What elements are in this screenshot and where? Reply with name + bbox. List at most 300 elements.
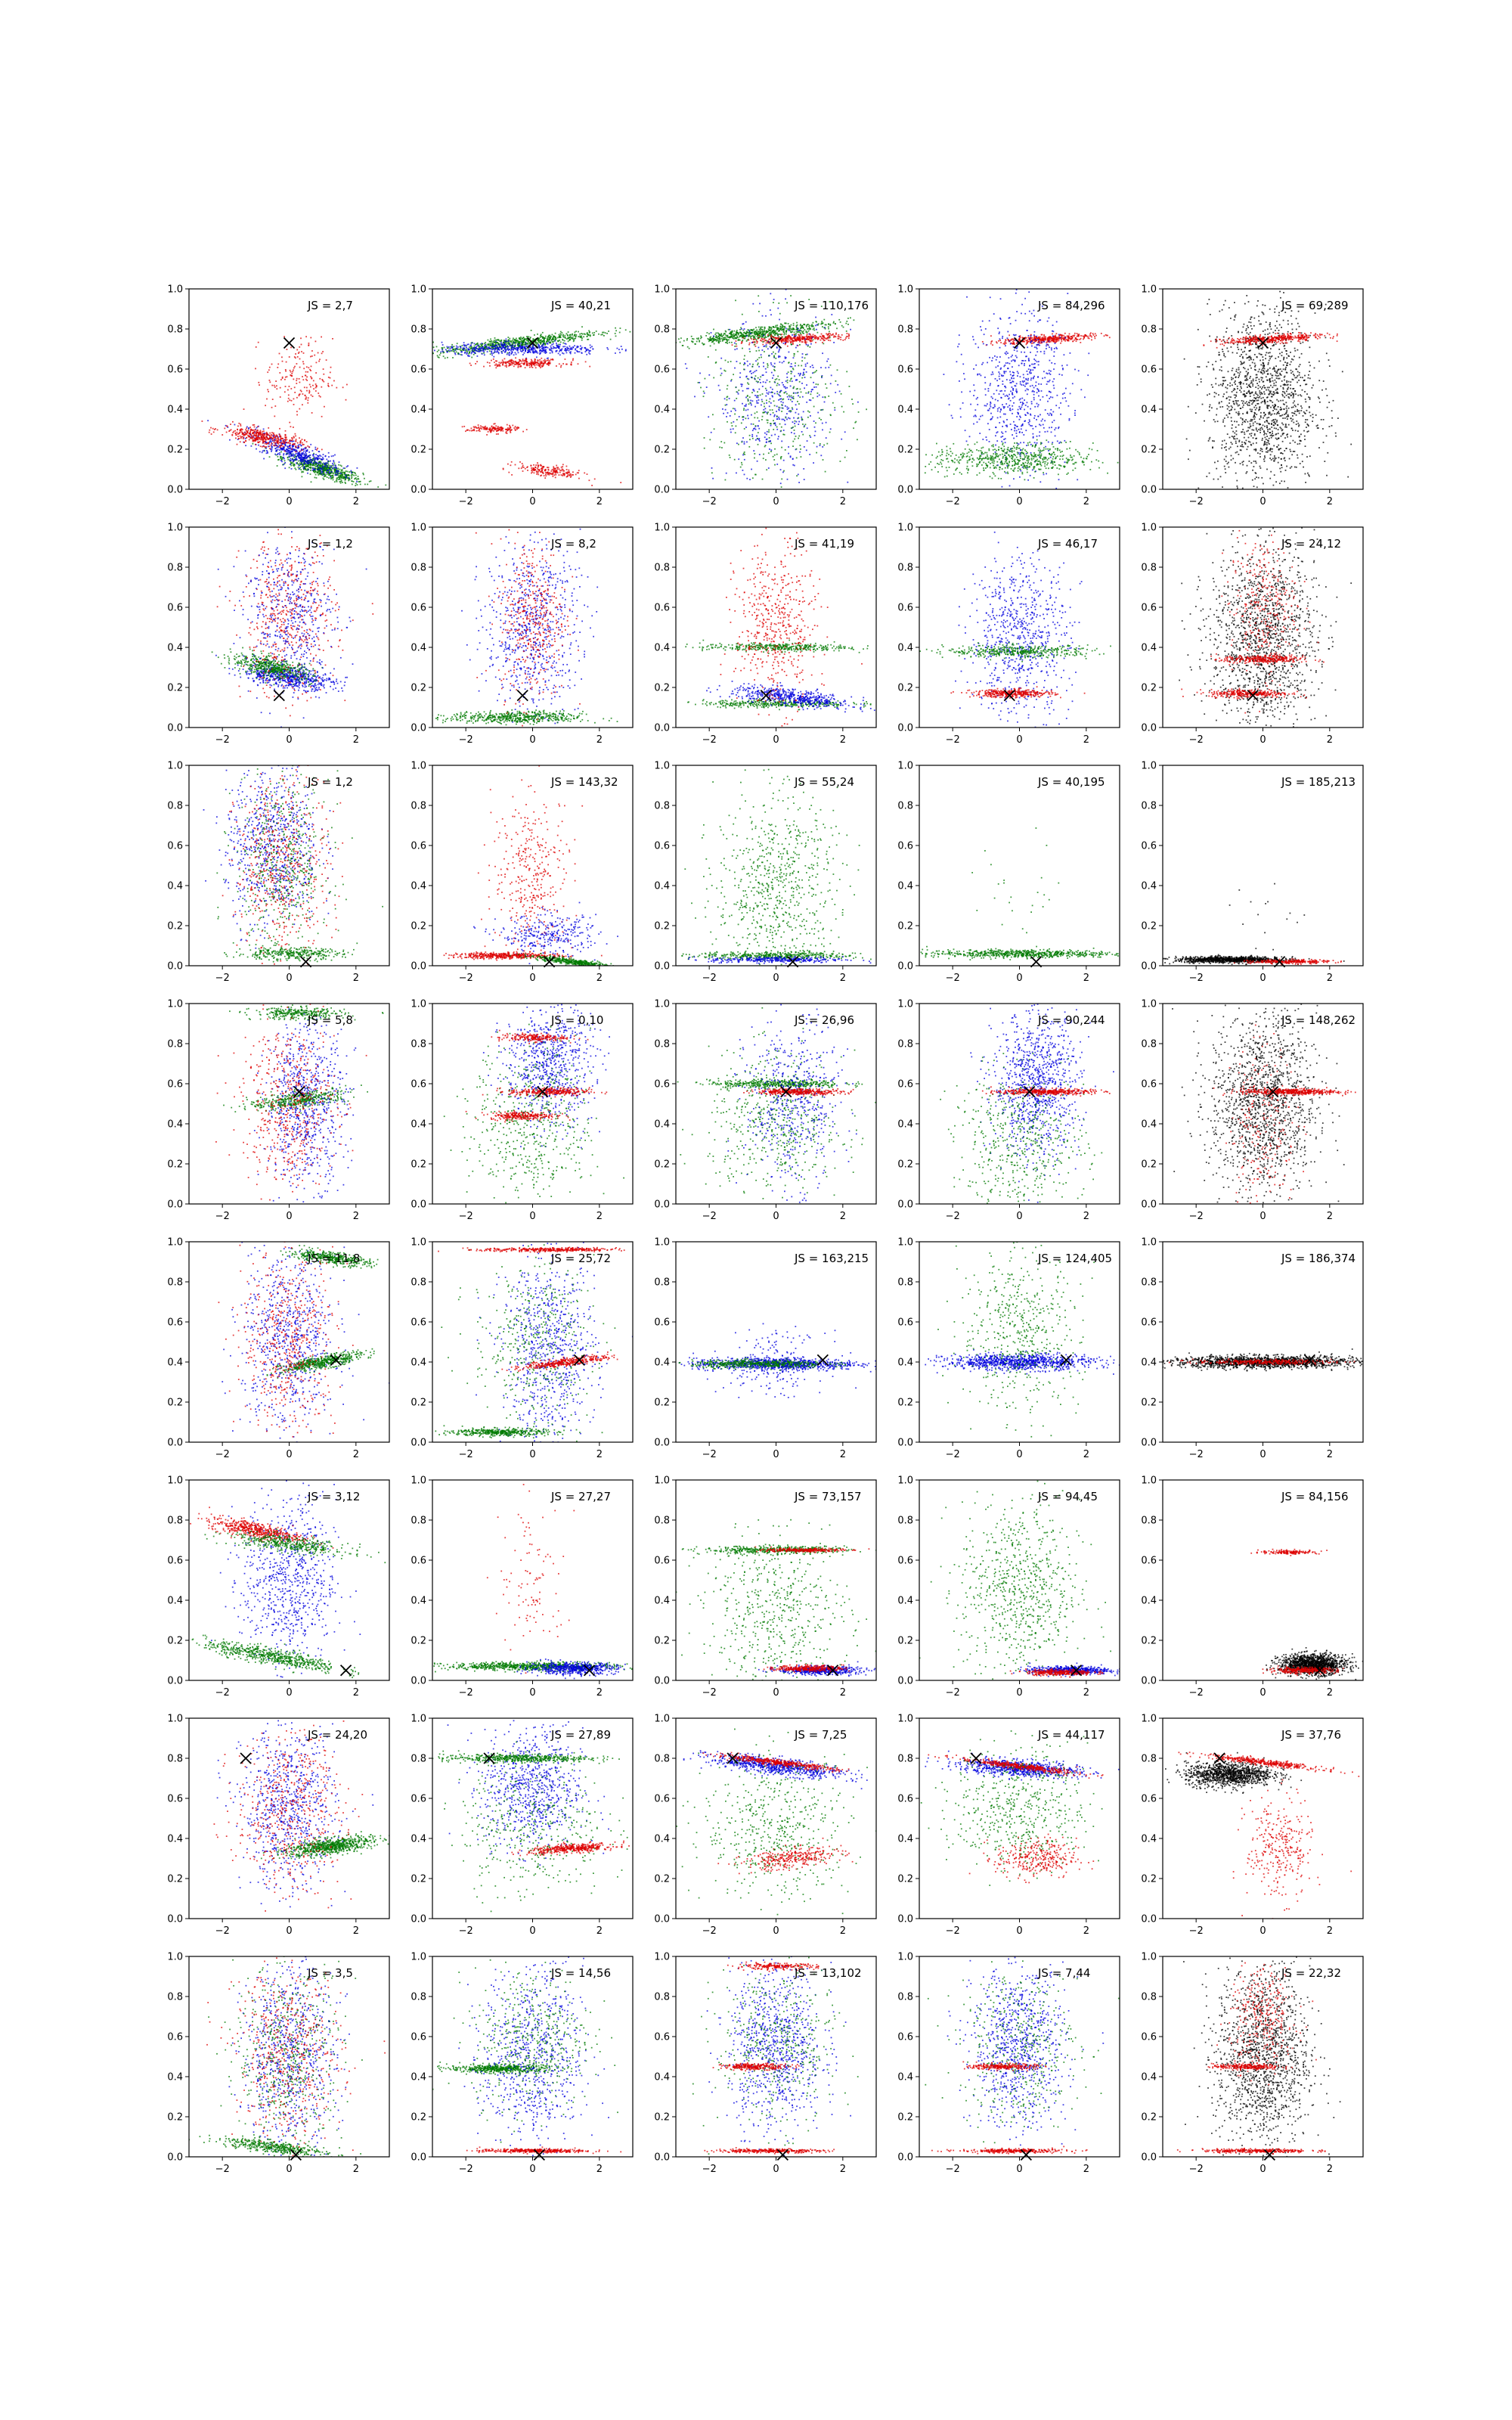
y-tick-label: 0.8 xyxy=(654,1039,670,1050)
js-annotation: JS = 24,20 xyxy=(307,1728,367,1742)
x-tick-label: −2 xyxy=(459,973,473,984)
y-tick-label: 0.6 xyxy=(411,603,426,614)
y-tick-label: 0.8 xyxy=(167,1277,183,1289)
series-green-3 xyxy=(229,1003,383,1021)
y-tick-label: 0.2 xyxy=(167,445,183,456)
subplot-r1-c2 xyxy=(374,284,655,508)
series-blue-1 xyxy=(955,515,1082,771)
x-tick-label: −2 xyxy=(1189,734,1204,746)
x-tick-label: −2 xyxy=(702,2164,717,2175)
y-tick-label: 0.4 xyxy=(167,1119,183,1131)
y-tick-label: 0.6 xyxy=(167,1079,183,1091)
series-red-4 xyxy=(503,461,621,486)
x-tick-label: 2 xyxy=(840,1687,846,1699)
series-green-2 xyxy=(444,1024,624,1227)
y-tick-label: 0.8 xyxy=(411,1992,426,2003)
y-tick-label: 0.6 xyxy=(1141,1079,1157,1091)
y-tick-label: 1.0 xyxy=(411,1952,426,1963)
subplot-r3-c4 xyxy=(888,761,1175,985)
js-annotation: JS = 27,89 xyxy=(550,1728,611,1742)
y-tick-label: 0.6 xyxy=(654,1079,670,1091)
axes-frame xyxy=(1163,765,1363,966)
y-tick-label: 1.0 xyxy=(411,523,426,534)
y-tick-label: 0.0 xyxy=(167,723,183,734)
x-marker xyxy=(284,338,295,349)
y-tick-label: 0.6 xyxy=(897,365,913,376)
y-tick-label: 0.6 xyxy=(897,841,913,852)
x-tick-label: −2 xyxy=(702,1211,717,1222)
js-annotation: JS = 25,72 xyxy=(550,1252,611,1265)
y-tick-label: 0.8 xyxy=(897,324,913,336)
scatter-points xyxy=(921,1730,1122,1886)
scatter-points xyxy=(218,1193,390,1496)
x-tick-label: 2 xyxy=(1083,1687,1089,1699)
js-annotation: JS = 37,76 xyxy=(1281,1728,1341,1742)
y-tick-label: 0.6 xyxy=(1141,1317,1157,1329)
y-tick-label: 0.4 xyxy=(654,881,670,892)
y-tick-label: 1.0 xyxy=(654,999,670,1010)
js-annotation: JS = 7,25 xyxy=(794,1728,847,1742)
x-tick-label: 0 xyxy=(286,1449,292,1460)
y-tick-label: 0.8 xyxy=(167,1992,183,2003)
y-tick-label: 0.2 xyxy=(411,1159,426,1171)
subplot-r7-c1 xyxy=(167,1636,401,1937)
x-tick-label: 0 xyxy=(529,1449,535,1460)
x-tick-label: 0 xyxy=(1259,1925,1266,1937)
x-tick-label: 0 xyxy=(1016,1449,1022,1460)
js-annotation: JS = 73,157 xyxy=(794,1490,862,1503)
js-annotation: JS = 44,117 xyxy=(1037,1728,1105,1742)
y-tick-label: 0.2 xyxy=(167,1636,183,1647)
x-tick-label: 0 xyxy=(773,496,779,507)
x-tick-label: −2 xyxy=(702,734,717,746)
y-tick-label: 0.6 xyxy=(1141,365,1157,376)
axes-frame xyxy=(1163,1480,1363,1680)
series-black-3 xyxy=(1229,883,1306,951)
y-tick-label: 0.6 xyxy=(167,1556,183,1567)
scatter-points xyxy=(215,982,383,1238)
y-tick-label: 0.2 xyxy=(897,921,913,932)
y-tick-label: 0.4 xyxy=(411,2072,426,2083)
y-tick-label: 0.4 xyxy=(411,881,426,892)
js-annotation: JS = 40,21 xyxy=(550,299,611,312)
y-tick-label: 0.8 xyxy=(167,801,183,812)
x-tick-label: 0 xyxy=(529,973,535,984)
y-tick-label: 1.0 xyxy=(167,1475,183,1487)
x-tick-label: 2 xyxy=(1327,734,1333,746)
subplot-r1-c4 xyxy=(877,217,1136,507)
scatter-points xyxy=(1155,1751,1359,1925)
y-tick-label: 0.0 xyxy=(411,1199,426,1211)
js-annotation: JS = 69,289 xyxy=(1281,299,1349,312)
y-tick-label: 1.0 xyxy=(411,1237,426,1249)
axes-frame xyxy=(919,765,1120,966)
y-tick-label: 0.8 xyxy=(897,1039,913,1050)
x-tick-label: 2 xyxy=(840,1211,846,1222)
x-tick-label: −2 xyxy=(459,734,473,746)
series-green-1 xyxy=(665,317,854,347)
y-tick-label: 0.4 xyxy=(654,405,670,416)
subplot-r8-c4 xyxy=(897,1913,1120,2183)
y-tick-label: 0.6 xyxy=(897,1317,913,1329)
x-tick-label: 0 xyxy=(773,1211,779,1222)
y-tick-label: 0.2 xyxy=(411,1398,426,1409)
series-red-4 xyxy=(243,336,348,428)
x-tick-label: 0 xyxy=(286,496,292,507)
y-tick-label: 0.6 xyxy=(654,1794,670,1805)
y-tick-label: 0.0 xyxy=(1141,1676,1157,1687)
y-tick-label: 0.8 xyxy=(1141,1277,1157,1289)
y-tick-label: 0.0 xyxy=(897,485,913,496)
y-tick-label: 0.0 xyxy=(654,1914,670,1925)
x-marker xyxy=(817,1354,828,1365)
y-tick-label: 0.4 xyxy=(1141,405,1157,416)
js-annotation: JS = 24,12 xyxy=(1281,537,1341,551)
x-tick-label: 0 xyxy=(286,734,292,746)
subplot-r2-c2 xyxy=(411,433,633,754)
js-annotation: JS = 84,156 xyxy=(1281,1490,1349,1503)
y-tick-label: 0.6 xyxy=(897,603,913,614)
x-tick-label: 0 xyxy=(529,2164,535,2175)
x-tick-label: 2 xyxy=(840,2164,846,2175)
js-annotation: JS = 55,24 xyxy=(794,775,854,789)
y-tick-label: 0.6 xyxy=(167,1317,183,1329)
y-tick-label: 0.0 xyxy=(654,723,670,734)
y-tick-label: 0.8 xyxy=(411,1039,426,1050)
series-green-3 xyxy=(921,1730,1122,1886)
x-tick-label: −2 xyxy=(1189,2164,1204,2175)
series-red-1 xyxy=(982,331,1124,346)
scatter-points xyxy=(668,517,898,749)
subplot-r6-c2 xyxy=(411,1470,719,1699)
subplot-r8-c1 xyxy=(167,1907,389,2211)
y-tick-label: 0.4 xyxy=(411,1834,426,1845)
scatter-points xyxy=(917,1478,1136,1713)
x-tick-label: −2 xyxy=(946,1449,960,1460)
y-tick-label: 0.0 xyxy=(411,1676,426,1687)
x-tick-label: −2 xyxy=(946,496,960,507)
y-tick-label: 0.2 xyxy=(411,2112,426,2124)
y-tick-label: 0.2 xyxy=(411,445,426,456)
y-tick-label: 0.4 xyxy=(1141,643,1157,654)
x-tick-label: 2 xyxy=(596,2164,603,2175)
x-tick-label: 0 xyxy=(773,734,779,746)
x-tick-label: 0 xyxy=(1259,1449,1266,1460)
series-green-2 xyxy=(661,1519,877,1714)
y-tick-label: 0.6 xyxy=(1141,1556,1157,1567)
scatter-points xyxy=(417,433,618,754)
y-tick-label: 1.0 xyxy=(897,1952,913,1963)
y-tick-label: 0.8 xyxy=(654,1277,670,1289)
x-tick-label: 0 xyxy=(286,2164,292,2175)
y-tick-label: 0.0 xyxy=(654,1676,670,1687)
y-tick-label: 1.0 xyxy=(897,1475,913,1487)
scatter-points xyxy=(174,1480,386,1683)
y-tick-label: 0.6 xyxy=(411,841,426,852)
series-red-3 xyxy=(950,686,1085,699)
series-green-4 xyxy=(188,2135,361,2160)
x-marker xyxy=(240,1753,251,1764)
y-tick-label: 0.4 xyxy=(654,2072,670,2083)
x-tick-label: 0 xyxy=(1016,2164,1022,2175)
y-tick-label: 1.0 xyxy=(167,1714,183,1725)
y-tick-label: 0.2 xyxy=(1141,683,1157,694)
x-tick-label: −2 xyxy=(459,1687,473,1699)
x-tick-label: −2 xyxy=(215,1211,230,1222)
series-green-2 xyxy=(971,827,1059,957)
y-tick-label: 0.0 xyxy=(897,1914,913,1925)
x-tick-label: 0 xyxy=(773,1449,779,1460)
y-tick-label: 0.8 xyxy=(654,1992,670,2003)
y-tick-label: 0.8 xyxy=(654,1516,670,1527)
x-tick-label: 2 xyxy=(596,496,603,507)
y-tick-label: 0.2 xyxy=(654,445,670,456)
series-red-3 xyxy=(423,951,603,961)
x-tick-label: −2 xyxy=(215,1449,230,1460)
x-tick-label: 2 xyxy=(1327,1925,1333,1937)
subplot-r8-c5 xyxy=(1141,1895,1363,2193)
y-tick-label: 1.0 xyxy=(167,284,183,296)
x-tick-label: 2 xyxy=(1327,1687,1333,1699)
series-red-3 xyxy=(1233,1779,1352,1925)
y-tick-label: 0.4 xyxy=(654,643,670,654)
y-tick-label: 0.4 xyxy=(167,881,183,892)
js-annotation: JS = 163,215 xyxy=(794,1252,869,1265)
x-tick-label: 2 xyxy=(353,1687,359,1699)
scatter-points xyxy=(677,992,894,1234)
y-tick-label: 0.2 xyxy=(897,2112,913,2124)
series-black-1 xyxy=(1183,1895,1341,2193)
y-tick-label: 0.0 xyxy=(897,1199,913,1211)
series-green-4 xyxy=(224,944,355,962)
y-tick-label: 0.8 xyxy=(1141,563,1157,574)
series-red-3 xyxy=(482,1087,608,1097)
series-red-3 xyxy=(1177,2148,1326,2155)
x-tick-label: 0 xyxy=(773,973,779,984)
y-tick-label: 0.2 xyxy=(411,1874,426,1885)
scatter-points xyxy=(925,1913,1119,2183)
subplot-r3-c2 xyxy=(411,761,640,1012)
x-marker xyxy=(517,690,528,701)
scatter-points xyxy=(908,515,1151,771)
y-tick-label: 0.8 xyxy=(167,1754,183,1765)
x-tick-label: 2 xyxy=(1327,2164,1333,2175)
subplot-r2-c4 xyxy=(897,515,1151,771)
y-tick-label: 0.0 xyxy=(167,1914,183,1925)
x-tick-label: 0 xyxy=(1259,973,1266,984)
x-tick-label: 0 xyxy=(1016,496,1022,507)
y-tick-label: 0.8 xyxy=(411,1754,426,1765)
js-annotation: JS = 46,17 xyxy=(1037,537,1098,551)
y-tick-label: 0.2 xyxy=(654,2112,670,2124)
x-tick-label: −2 xyxy=(1189,1449,1204,1460)
y-tick-label: 0.0 xyxy=(411,1438,426,1449)
series-green-1 xyxy=(423,2059,569,2075)
series-green-2 xyxy=(680,1007,883,1234)
x-tick-label: 0 xyxy=(529,1211,535,1222)
series-blue-1 xyxy=(683,1750,920,1789)
scatter-points xyxy=(1151,883,1345,966)
y-tick-label: 0.4 xyxy=(897,2072,913,2083)
subplot-r2-c3 xyxy=(654,517,898,749)
x-tick-label: 2 xyxy=(353,734,359,746)
x-tick-label: 2 xyxy=(1083,1211,1089,1222)
y-tick-label: 1.0 xyxy=(654,1237,670,1249)
y-tick-label: 1.0 xyxy=(1141,523,1157,534)
y-tick-label: 0.4 xyxy=(1141,2072,1157,2083)
y-tick-label: 1.0 xyxy=(167,523,183,534)
y-tick-label: 0.8 xyxy=(1141,1992,1157,2003)
series-red-2 xyxy=(928,1754,1103,1779)
axes-frame xyxy=(189,289,389,489)
y-tick-label: 0.8 xyxy=(897,1516,913,1527)
js-annotation: JS = 8,2 xyxy=(550,537,596,551)
y-tick-label: 0.6 xyxy=(897,2032,913,2043)
series-red-4 xyxy=(501,1351,618,1372)
y-tick-label: 0.6 xyxy=(654,1317,670,1329)
subplot-r5-c1 xyxy=(167,1193,389,1496)
y-tick-label: 0.4 xyxy=(167,1596,183,1607)
y-tick-label: 0.4 xyxy=(897,1596,913,1607)
y-tick-label: 1.0 xyxy=(897,284,913,296)
y-tick-label: 1.0 xyxy=(654,1475,670,1487)
y-tick-label: 0.8 xyxy=(897,1277,913,1289)
y-tick-label: 0.0 xyxy=(1141,723,1157,734)
y-tick-label: 0.6 xyxy=(654,1556,670,1567)
x-marker xyxy=(274,690,284,701)
series-red-4 xyxy=(717,1838,883,1874)
series-green-4 xyxy=(661,295,867,517)
x-tick-label: 0 xyxy=(1016,1687,1022,1699)
subplot-r8-c3 xyxy=(654,1913,905,2175)
x-tick-label: 0 xyxy=(1016,734,1022,746)
y-tick-label: 0.0 xyxy=(897,2152,913,2164)
x-tick-label: 0 xyxy=(773,1925,779,1937)
x-tick-label: 0 xyxy=(1016,1211,1022,1222)
series-red-3 xyxy=(962,2062,1046,2072)
y-tick-label: 1.0 xyxy=(411,284,426,296)
x-tick-label: −2 xyxy=(215,734,230,746)
x-tick-label: −2 xyxy=(215,973,230,984)
y-tick-label: 0.8 xyxy=(411,801,426,812)
y-tick-label: 0.2 xyxy=(411,1636,426,1647)
x-tick-label: 2 xyxy=(1083,1925,1089,1937)
y-tick-label: 0.4 xyxy=(411,643,426,654)
axes-frame xyxy=(189,527,389,728)
subplot-r1-c5 xyxy=(1141,237,1380,541)
y-tick-label: 0.6 xyxy=(411,1079,426,1091)
scatter-points xyxy=(1179,443,1352,771)
y-tick-label: 0.2 xyxy=(1141,1159,1157,1171)
y-tick-label: 1.0 xyxy=(897,761,913,772)
y-tick-label: 0.8 xyxy=(1141,801,1157,812)
x-tick-label: −2 xyxy=(702,1687,717,1699)
y-tick-label: 1.0 xyxy=(411,761,426,772)
x-tick-label: −2 xyxy=(215,496,230,507)
x-tick-label: 2 xyxy=(1083,734,1089,746)
series-red-3 xyxy=(982,1086,1124,1097)
y-tick-label: 0.0 xyxy=(654,1438,670,1449)
series-red-3 xyxy=(214,1636,364,1919)
subplot-r6-c4 xyxy=(897,1475,1136,1713)
y-tick-label: 0.8 xyxy=(167,563,183,574)
x-tick-label: 2 xyxy=(1327,1211,1333,1222)
y-tick-label: 0.2 xyxy=(654,1398,670,1409)
x-tick-label: 0 xyxy=(1259,1211,1266,1222)
scatter-points xyxy=(661,1519,909,1714)
y-tick-label: 0.8 xyxy=(167,1516,183,1527)
subplot-r6-c1 xyxy=(167,1475,389,1699)
scatter-points xyxy=(877,217,1136,501)
js-annotation: JS = 5,8 xyxy=(307,1013,353,1027)
x-tick-label: 2 xyxy=(353,1211,359,1222)
y-tick-label: 0.8 xyxy=(1141,1039,1157,1050)
series-red-3 xyxy=(469,357,590,368)
subplot-r4-c1 xyxy=(167,982,389,1238)
x-tick-label: 2 xyxy=(840,973,846,984)
axes-frame xyxy=(919,1718,1120,1919)
scatter-points xyxy=(692,1913,906,2172)
y-tick-label: 0.0 xyxy=(1141,485,1157,496)
series-red-4 xyxy=(969,1834,1095,1884)
series-red-5 xyxy=(491,1030,588,1044)
series-red-3 xyxy=(1181,688,1306,700)
y-tick-label: 0.0 xyxy=(411,1914,426,1925)
x-tick-label: 2 xyxy=(1327,973,1333,984)
y-tick-label: 0.8 xyxy=(411,1277,426,1289)
axes-frame xyxy=(676,1480,876,1680)
y-tick-label: 0.0 xyxy=(167,485,183,496)
y-tick-label: 0.8 xyxy=(411,1516,426,1527)
x-tick-label: 2 xyxy=(353,1449,359,1460)
js-annotation: JS = 1,2 xyxy=(307,537,353,551)
y-tick-label: 0.8 xyxy=(654,801,670,812)
x-tick-label: −2 xyxy=(1189,1211,1204,1222)
series-red-5 xyxy=(462,423,528,436)
y-tick-label: 0.4 xyxy=(167,643,183,654)
x-tick-label: −2 xyxy=(215,1687,230,1699)
y-tick-label: 1.0 xyxy=(1141,761,1157,772)
y-tick-label: 0.8 xyxy=(1141,1754,1157,1765)
y-tick-label: 0.0 xyxy=(1141,1914,1157,1925)
js-annotation: JS = 27,27 xyxy=(550,1490,611,1503)
y-tick-label: 0.4 xyxy=(411,405,426,416)
x-tick-label: −2 xyxy=(1189,1687,1204,1699)
y-tick-label: 0.4 xyxy=(654,1357,670,1369)
series-blue-2 xyxy=(207,420,358,482)
y-tick-label: 0.6 xyxy=(654,603,670,614)
y-tick-label: 0.2 xyxy=(167,1159,183,1171)
x-tick-label: −2 xyxy=(702,973,717,984)
y-tick-label: 1.0 xyxy=(1141,999,1157,1010)
axes-frame xyxy=(676,289,876,489)
y-tick-label: 0.0 xyxy=(654,485,670,496)
y-tick-label: 0.4 xyxy=(897,1834,913,1845)
js-annotation: JS = 26,96 xyxy=(794,1013,854,1027)
x-tick-label: 0 xyxy=(773,2164,779,2175)
y-tick-label: 0.8 xyxy=(897,801,913,812)
subplot-r3-c1 xyxy=(167,701,389,1002)
series-blue-1 xyxy=(476,1202,634,1485)
y-tick-label: 0.6 xyxy=(1141,2032,1157,2043)
y-tick-label: 0.0 xyxy=(1141,1199,1157,1211)
subplot-r5-c5 xyxy=(1117,1237,1432,1461)
y-tick-label: 0.8 xyxy=(411,324,426,336)
y-tick-label: 0.2 xyxy=(167,921,183,932)
y-tick-label: 0.4 xyxy=(654,1119,670,1131)
y-tick-label: 1.0 xyxy=(654,523,670,534)
y-tick-label: 0.2 xyxy=(167,1874,183,1885)
